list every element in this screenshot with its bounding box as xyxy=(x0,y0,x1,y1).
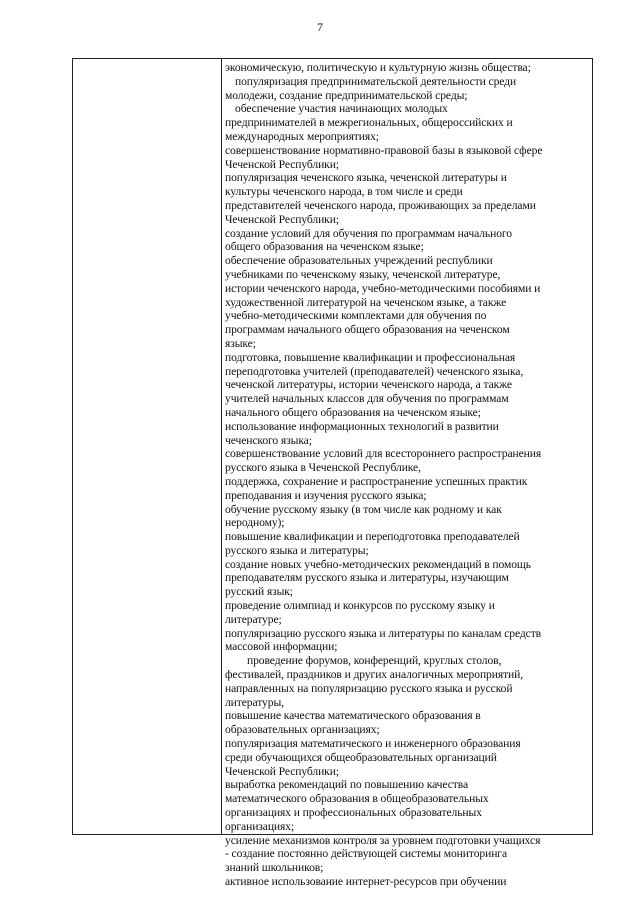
text-line: русского языка и литературы; xyxy=(225,543,369,557)
text-line: использование информационных технологий в развитии xyxy=(225,419,499,433)
text-line: - создание постоянно действующей системы мониторинга xyxy=(225,847,508,861)
text-line: подготовка, повышение квалификации и профессиональная xyxy=(225,350,516,364)
text-line: истории чеченского народа, учебно-методическими пособиями и xyxy=(225,281,541,295)
text-line: направленных на популяризацию русского языка и русской xyxy=(225,681,513,695)
text-line: выработка рекомендаций по повышению качества xyxy=(225,778,469,792)
text-line: организациях; xyxy=(225,819,295,833)
text-line: Чеченской Республики; xyxy=(225,212,339,226)
text-line: художественной литературой на чеченском языке, а также xyxy=(225,295,507,309)
text-line: математического образования в общеобразовательных xyxy=(225,792,489,806)
text-line: среди обучающихся общеобразовательных организаций xyxy=(225,750,497,764)
text-line: массовой информации; xyxy=(225,640,338,654)
text-line: образовательных организациях; xyxy=(225,723,380,737)
text-line: переподготовка учителей (преподавателей) чеченского языка, xyxy=(225,364,524,378)
text-line: фестивалей, праздников и других аналогичных мероприятий, xyxy=(225,668,524,682)
text-line: неродному); xyxy=(225,516,285,530)
text-line: организациях и профессиональных образовательных xyxy=(225,806,482,820)
text-line: популяризацию русского языка и литературы по каналам средств xyxy=(225,626,542,640)
text-line: создание новых учебно-методических рекомендаций в помощь xyxy=(225,557,531,571)
text-line: совершенствование условий для всестороннего распространения xyxy=(225,447,542,461)
text-line: языке; xyxy=(225,336,256,350)
text-line: русского языка в Чеченской Республике, xyxy=(225,461,421,475)
text-line: учебно-методическими комплектами для обучения по xyxy=(225,309,487,323)
text-line: международных мероприятиях; xyxy=(225,129,379,143)
text-line: общего образования на чеченском языке; xyxy=(225,240,424,254)
text-line: культуры чеченского народа, в том числе и среди xyxy=(225,185,463,199)
text-line: предпринимателей в межрегиональных, общероссийских и xyxy=(225,116,513,130)
text-line: популяризация чеченского языка, чеченской литературы и xyxy=(225,171,507,185)
text-line: чеченского языка; xyxy=(225,433,312,447)
text-line: проведение форумов, конференций, круглых столов, xyxy=(247,654,502,668)
text-line: чеченской литературы, истории чеченского народа, а также xyxy=(225,378,512,392)
column-divider xyxy=(221,59,222,834)
text-line: популяризация предпринимательской деятельности среди xyxy=(235,74,517,88)
text-line: обучение русскому языку (в том числе как родному и как xyxy=(225,502,502,516)
document-table xyxy=(72,58,593,889)
text-line: русский язык; xyxy=(225,585,293,599)
text-line: Чеченской Республики; xyxy=(225,764,339,778)
text-line: активное использование интернет-ресурсов при обучении xyxy=(225,875,507,889)
text-line: программам начального общего образования на чеченском xyxy=(225,323,510,337)
text-line: преподавателям русского языка и литературы, изучающим xyxy=(225,571,509,585)
text-line: обеспечение участия начинающих молодых xyxy=(235,102,448,116)
text-line: молодежи, создание предпринимательской среды; xyxy=(225,88,468,102)
text-line: учебниками по чеченскому языку, чеченской литературе, xyxy=(225,267,501,281)
text-line: повышение квалификации и переподготовка преподавателей xyxy=(225,530,520,544)
text-line: усиление механизмов контроля за уровнем подготовки учащихся xyxy=(225,833,541,847)
text-line: популяризация математического и инженерного образования xyxy=(225,737,521,751)
table-left-column xyxy=(73,59,221,834)
text-line: представителей чеченского народа, проживающих за пределами xyxy=(225,198,536,212)
text-line: знаний школьников; xyxy=(225,861,324,875)
text-line: повышение качества математического образования в xyxy=(225,709,481,723)
text-line: проведение олимпиад и конкурсов по русскому языку и xyxy=(225,599,495,613)
text-line: Чеченской Республики; xyxy=(225,157,339,171)
text-line: экономическую, политическую и культурную жизнь общества; xyxy=(225,61,531,74)
text-line: учителей начальных классов для обучения по программам xyxy=(225,392,509,406)
text-line: поддержка, сохранение и распространение успешных практик xyxy=(225,474,528,488)
table-right-column xyxy=(225,61,591,889)
text-line: обеспечение образовательных учреждений республики xyxy=(225,254,493,268)
text-line: создание условий для обучения по программам начального xyxy=(225,226,512,240)
page-number: 7 xyxy=(317,20,323,34)
text-line: литературе; xyxy=(225,612,282,626)
text-line: совершенствование нормативно-правовой базы в языковой сфере xyxy=(225,143,543,157)
text-line: литературы, xyxy=(225,695,284,709)
text-line: начального общего образования на чеченском языке; xyxy=(225,405,481,419)
text-line: преподавания и изучения русского языка; xyxy=(225,488,427,502)
